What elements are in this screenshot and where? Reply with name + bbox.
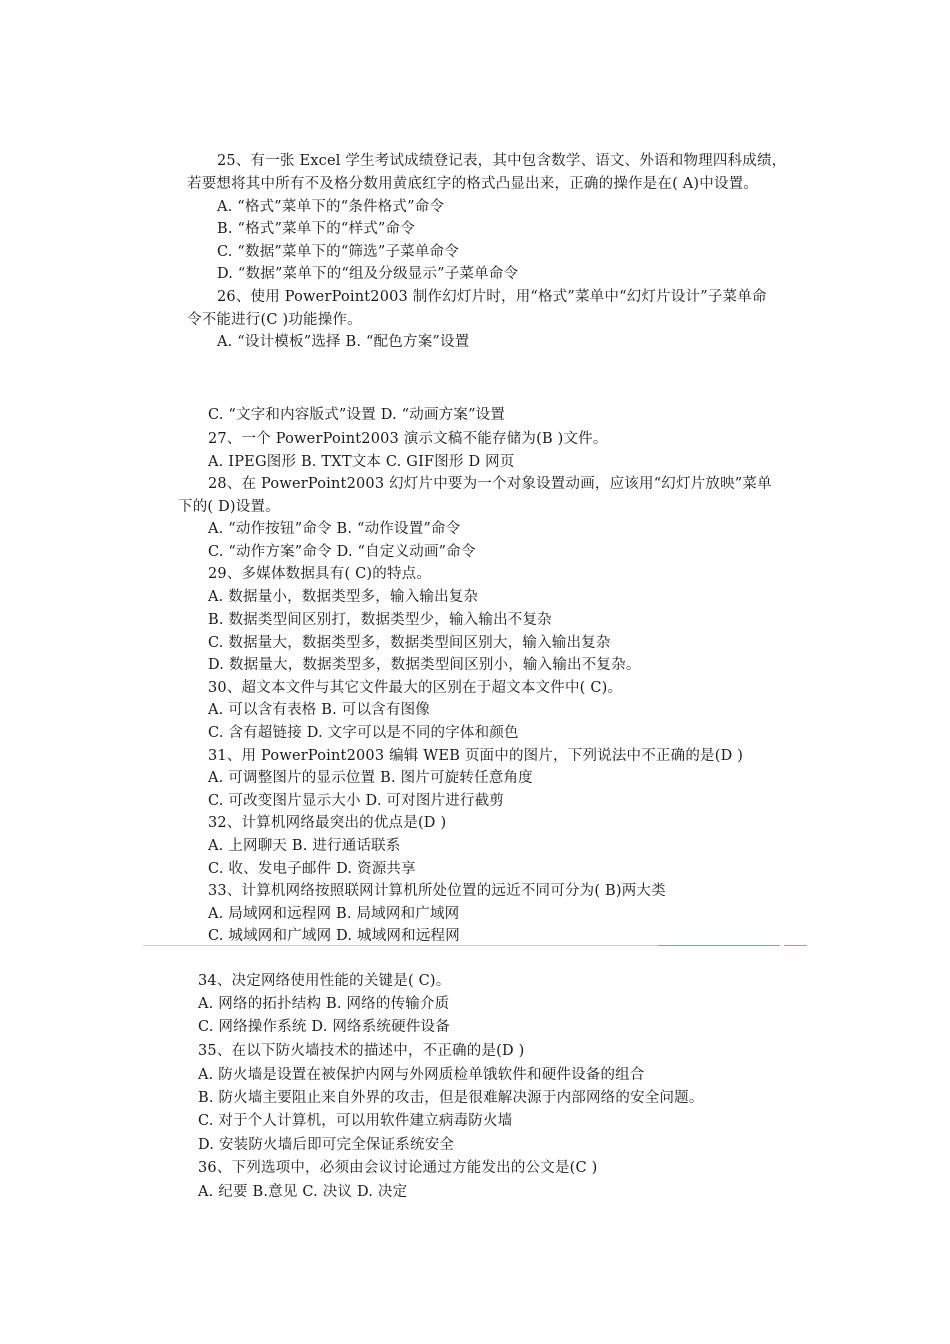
q29-option-c: C. 数据量大，数据类型多，数据类型间区别大，输入输出复杂 [208,635,611,651]
q30-option-cd: C. 含有超链接 D. 文字可以是不同的字体和颜色 [208,725,519,741]
q26-option-cd: C. “文字和内容版式”设置 D. “动画方案”设置 [208,407,506,423]
q30-option-ab: A. 可以含有表格 B. 可以含有图像 [208,702,430,718]
q29-option-d: D. 数据量大，数据类型多，数据类型间区别小，输入输出不复杂。 [208,657,641,673]
q32-option-cd: C. 收、发电子邮件 D. 资源共享 [208,861,416,877]
q25-option-c: C. “数据”菜单下的“筛选”子菜单命令 [217,244,459,260]
q27-options: A. IPEG图形 B. TXT文本 C. GIF图形 D 网页 [208,454,515,470]
q31-option-ab: A. 可调整图片的显示位置 B. 图片可旋转任意角度 [208,770,533,786]
q30-line-1: 30、超文本文件与其它文件最大的区别在于超文本文件中( C)。 [208,680,623,696]
q25-line-1: 25、有一张 Excel 学生考试成绩登记表，其中包含数学、语文、外语和物理四科成绩， [217,153,787,169]
q31-line-1: 31、用 PowerPoint2003 编辑 WEB 页面中的图片，下列说法中不正确的是(D ) [208,748,744,764]
q32-option-ab: A. 上网聊天 B. 进行通话联系 [208,838,401,854]
q34-option-cd: C. 网络操作系统 D. 网络系统硬件设备 [198,1019,450,1035]
q34-line-1: 34、决定网络使用性能的关键是( C)。 [198,973,451,989]
q29-line-1: 29、多媒体数据具有( C)的特点。 [208,566,432,582]
q35-option-a: A. 防火墙是设置在被保护内网与外网质检单饿软件和硬件设备的组合 [198,1067,645,1083]
q34-option-ab: A. 网络的拓扑结构 B. 网络的传输介质 [198,996,450,1012]
q25-line-2: 若要想将其中所有不及格分数用黄底红字的格式凸显出来，正确的操作是在( A)中设置。 [187,176,759,192]
page-break-rule-red [784,945,807,946]
q26-line-2: 令不能进行(C )功能操作。 [187,312,362,328]
page-break-rule-blue [658,945,780,946]
q29-option-a: A. 数据量小，数据类型多，输入输出复杂 [208,589,479,605]
q35-option-d: D. 安装防火墙后即可完全保证系统安全 [198,1137,455,1153]
q35-line-1: 35、在以下防火墙技术的描述中，不正确的是(D ) [198,1043,525,1059]
q28-option-ab: A. “动作按钮”命令 B. “动作设置”命令 [208,521,461,537]
q27-line-1: 27、一个 PowerPoint2003 演示文稿不能存储为(B )文件。 [208,431,608,447]
q31-option-cd: C. 可改变图片显示大小 D. 可对图片进行截剪 [208,793,505,809]
q28-line-2: 下的( D)设置。 [178,499,280,515]
q35-option-b: B. 防火墙主要阻止来自外界的攻击，但是很难解决源于内部网络的安全问题。 [198,1090,704,1106]
q25-option-b: B. “格式”菜单下的“样式”命令 [217,221,415,237]
q32-line-1: 32、计算机网络最突出的优点是(D ) [208,815,447,831]
q29-option-b: B. 数据类型间区别打，数据类型少，输入输出不复杂 [208,612,552,628]
q33-option-cd: C. 城域网和广域网 D. 城域网和远程网 [208,928,460,944]
q28-line-1: 28、在 PowerPoint2003 幻灯片中要为一个对象设置动画，应该用“幻灯片放映”菜单 [208,476,772,492]
q26-line-1: 26、使用 PowerPoint2003 制作幻灯片时，用“格式”菜单中“幻灯片设计”子菜单命 [217,289,767,305]
q28-option-cd: C. “动作方案”命令 D. “自定义动画”命令 [208,544,476,560]
q33-line-1: 33、计算机网络按照联网计算机所处位置的远近不同可分为( B)两大类 [208,883,666,899]
q26-option-ab: A. “设计模板”选择 B. “配色方案”设置 [217,334,470,350]
q25-option-d: D. “数据”菜单下的“组及分级显示”子菜单命令 [217,266,519,282]
q25-option-a: A. “格式”菜单下的“条件格式”命令 [217,199,445,215]
q36-line-1: 36、下列选项中，必须由会议讨论通过方能发出的公文是(C ) [198,1160,598,1176]
q33-option-ab: A. 局域网和远程网 B. 局域网和广域网 [208,906,460,922]
page-break-rule [143,945,658,946]
q36-options: A. 纪要 B.意见 C. 决议 D. 决定 [198,1184,408,1200]
q35-option-c: C. 对于个人计算机，可以用软件建立病毒防火墙 [198,1113,513,1129]
